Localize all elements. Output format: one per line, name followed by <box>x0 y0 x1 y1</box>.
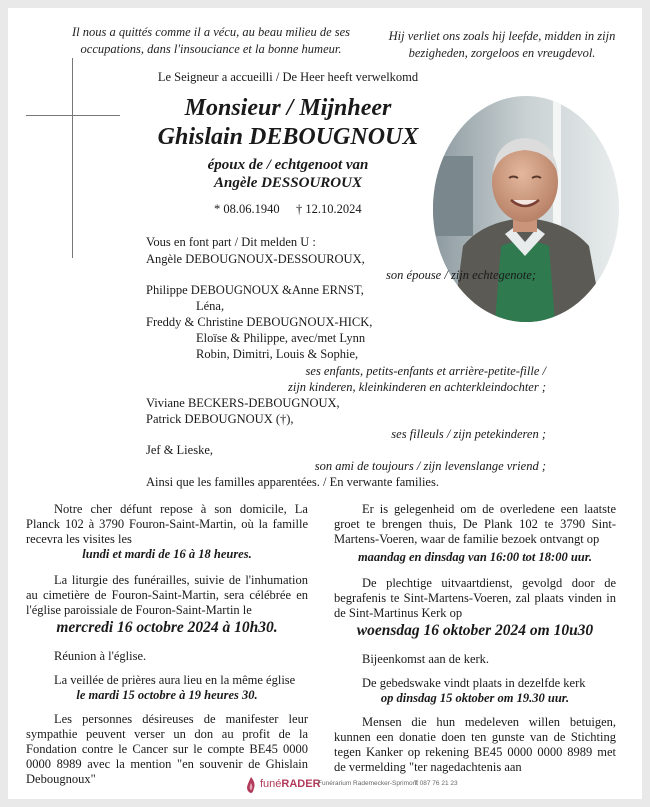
nl-emphasis-4: op dinsdag 15 oktober om 19.30 uur. <box>380 691 570 705</box>
death-date: † 12.10.2024 <box>296 202 362 216</box>
quote-fr: Il nous a quittés comme il a vécu, au beau milieu de ses occupations, dans l'insouciance et la bonne humeur. <box>71 25 351 56</box>
french-column <box>26 502 308 787</box>
nl-paragraph-2: De plechtige uitvaartdienst, gevolgd door de begrafenis te Sint-Martens-Voeren, zal plaats vinden in de Sint-Martinus Kerk op <box>334 576 616 620</box>
fr-emphasis-2: mercredi 16 octobre 2024 à 10h30. <box>56 619 278 636</box>
family-intro: Vous en font part / Dit melden U : <box>146 235 316 249</box>
dutch-column <box>334 502 616 775</box>
birth-date: * 08.06.1940 <box>214 202 280 216</box>
family-relation: son épouse / zijn echtegenote; <box>386 268 536 282</box>
nl-emphasis-1: maandag en dinsdag van 16:00 tot 18:00 uur. <box>357 550 593 564</box>
family-line: Angèle DEBOUGNOUX-DESSOUROUX, <box>146 252 365 266</box>
spouse-label: époux de / echtgenoot van <box>207 157 369 173</box>
brand-prefix: funé <box>260 778 282 790</box>
brand-subtitle: Funérarium Rademecker-Sprimont <box>318 780 419 787</box>
title-line: Monsieur / Mijnheer <box>184 95 392 121</box>
nl-paragraph-3: Bijeenkomst aan de kerk. <box>362 652 490 666</box>
family-line: Robin, Dimitri, Louis & Sophie, <box>196 347 359 361</box>
nl-paragraph-1: Er is gelegenheid om de overledene een laatste groet te brengen thuis, De Plank 102 te 3790 Sint-Martens-Voeren, waar de familie bezoek ontvangt op <box>334 502 616 546</box>
fr-emphasis-4: le mardi 15 octobre à 19 heures 30. <box>76 688 258 702</box>
family-relation: zijn kinderen, kleinkinderen en achterkleindochter ; <box>287 380 546 394</box>
portrait-illustration <box>433 96 619 322</box>
fr-paragraph-1: Notre cher défunt repose à son domicile, La Planck 102 à 3790 Fouron-Saint-Martin, où la famille recevra les visites les <box>26 502 308 546</box>
fr-paragraph-4: La veillée de prières aura lieu en la même église <box>54 673 296 687</box>
family-line: Philippe DEBOUGNOUX &Anne ERNST, <box>146 283 364 297</box>
welcome-line: Le Seigneur a accueilli / De Heer heeft verwelkomd <box>157 70 419 84</box>
fr-paragraph-3: Réunion à l'église. <box>54 649 147 663</box>
fr-paragraph-5: Les personnes désireuses de manifester leur sympathie peuvent verser un don au profit de la Fondation contre le Cancer sur le compte BE45 0000 0000 8989 avec la mention "en souvenir de Ghislain Debougnoux" <box>26 712 308 786</box>
brand-name: RADER <box>281 778 321 790</box>
obituary-page <box>8 8 642 799</box>
nl-paragraph-4: De gebedswake vindt plaats in dezelfde kerk <box>362 676 586 690</box>
fr-paragraph-2: La liturgie des funérailles, suivie de l'inhumation au cimetière de Fouron-Saint-Martin, sera célébrée en l'église paroissiale de Fouron-Saint-Martin le <box>26 573 308 617</box>
nl-paragraph-5: Mensen die hun medeleven willen betuigen, kunnen een donatie doen ten gunste van de Stichting tegen Kanker op rekening BE45 0000 0000 8989 met de vermelding "ter nagedachtenis aan <box>334 715 616 774</box>
flame-icon <box>244 776 258 794</box>
portrait-photo <box>433 96 619 322</box>
family-line: Freddy & Christine DEBOUGNOUX-HICK, <box>146 315 373 329</box>
family-line: Viviane BECKERS-DEBOUGNOUX, <box>146 396 340 410</box>
family-closing: Ainsi que les familles apparentées. / En verwante families. <box>146 475 439 489</box>
family-line: Eloïse & Philippe, avec/met Lynn <box>196 331 366 345</box>
family-line: Léna, <box>196 299 225 313</box>
deceased-name: Ghislain DEBOUGNOUX <box>157 124 419 150</box>
family-relation: son ami de toujours / zijn levenslange vriend ; <box>314 459 546 473</box>
family-relation: ses filleuls / zijn petekinderen ; <box>391 427 546 441</box>
brand-phone: T 087 76 21 23 <box>414 780 458 787</box>
cross-vertical <box>72 58 73 258</box>
cross-horizontal <box>26 115 120 116</box>
fr-emphasis-1: lundi et mardi de 16 à 18 heures. <box>82 547 252 561</box>
spouse-name: Angèle DESSOUROUX <box>214 175 362 191</box>
family-line: Patrick DEBOUGNOUX (†), <box>146 412 294 426</box>
family-line: Jef & Lieske, <box>146 443 213 457</box>
nl-emphasis-2: woensdag 16 oktober 2024 om 10u30 <box>356 622 594 639</box>
quote-nl: Hij verliet ons zoals hij leefde, midden in zijn bezigheden, zorgeloos en vreugdevol. <box>388 29 616 60</box>
family-relation: ses enfants, petits-enfants et arrière-petite-fille / <box>305 364 546 378</box>
